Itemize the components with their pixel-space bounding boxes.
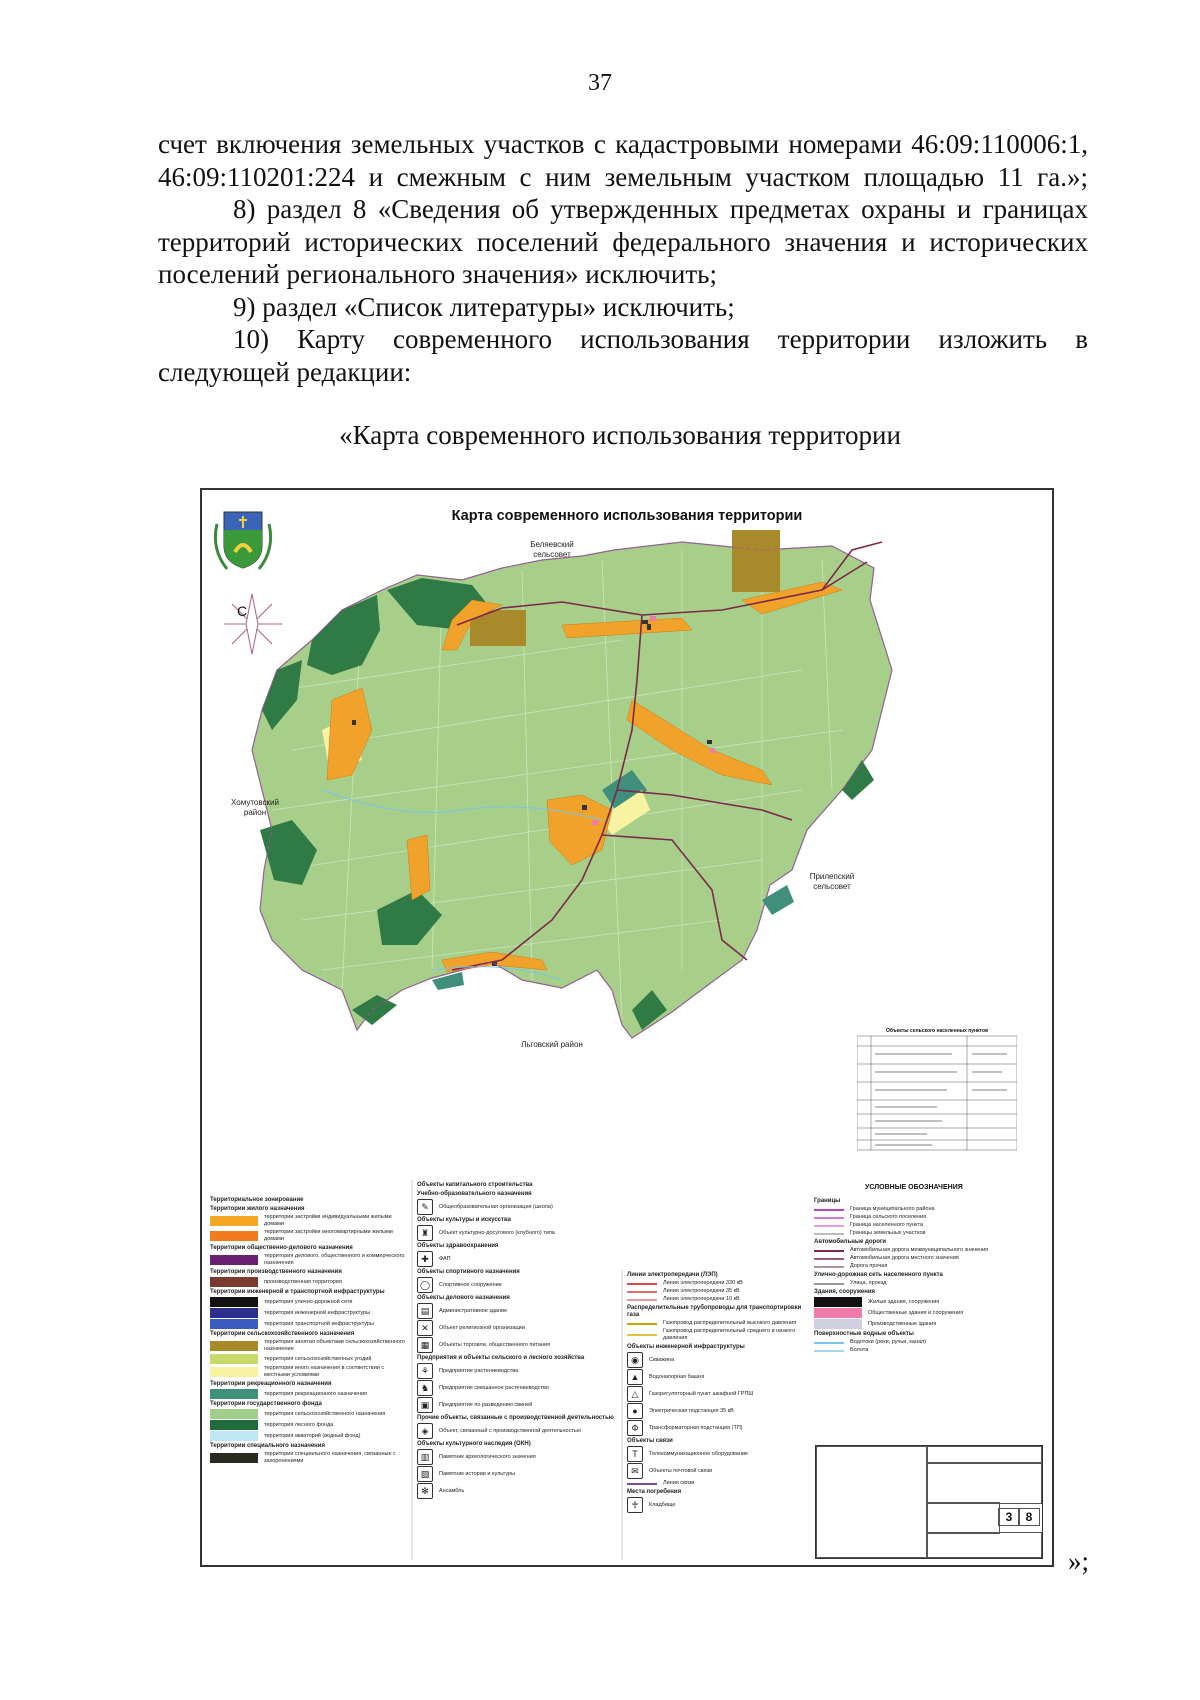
legend-heading: Здания, сооружения xyxy=(814,1289,876,1295)
legend-item-label: территория лесного фонда xyxy=(264,1421,334,1428)
legend-item xyxy=(417,1380,617,1396)
legend-item-label: Памятник археологического значения xyxy=(439,1453,536,1460)
legend-heading: Улично-дорожная сеть населенного пункта xyxy=(814,1272,943,1278)
legend-item xyxy=(210,1297,406,1307)
legend-heading: Учебно-образовательного назначения xyxy=(417,1191,532,1197)
legend-heading: Территории общественно-делового назначения xyxy=(210,1245,353,1251)
legend-item-label: территория иного назначения в соответствии с местными условиями xyxy=(264,1365,385,1378)
legend-item xyxy=(814,1339,1044,1346)
legend-item xyxy=(210,1431,406,1441)
legend-item xyxy=(814,1319,1044,1329)
legend-item-label: Линия электропередачи 10 кВ xyxy=(663,1296,740,1302)
legend-item xyxy=(627,1403,812,1419)
legend-symbol-icon: ✚ xyxy=(417,1251,433,1267)
legend-item xyxy=(210,1420,406,1430)
legend-swatch xyxy=(210,1297,258,1307)
legend-swatch xyxy=(210,1420,258,1430)
legend-item-label: Граница муниципального района xyxy=(850,1206,935,1212)
legend-item xyxy=(210,1365,406,1379)
legend-symbol-icon: ▲ xyxy=(627,1369,643,1385)
legend-item xyxy=(814,1347,1044,1354)
legend-item xyxy=(417,1320,617,1336)
legend-item-label: Объекты торговли, общественного питания xyxy=(439,1341,551,1348)
legend-symbol-icon: ◈ xyxy=(417,1423,433,1439)
legend-item xyxy=(210,1253,406,1267)
legend-item-label: Спортивное сооружение xyxy=(439,1281,502,1288)
legend-item xyxy=(627,1328,812,1342)
legend-item xyxy=(814,1222,1044,1229)
legend-item-label: Автомобильная дорога местного значения xyxy=(850,1255,959,1261)
legend-heading: Территории рекреационного назначения xyxy=(210,1381,332,1387)
legend-symbol-icon: ▦ xyxy=(417,1337,433,1353)
legend-item xyxy=(210,1229,406,1243)
legend-symbol-icon: ▥ xyxy=(417,1449,433,1465)
legend-symbol-icon: ⚘ xyxy=(417,1363,433,1379)
legend-item-label: Предприятие смешанное растениеводство xyxy=(439,1384,549,1391)
legend-item xyxy=(417,1225,617,1241)
legend-objects-title: Объекты капитального строительства xyxy=(417,1182,533,1188)
title-block xyxy=(815,1445,1043,1559)
legend-item-label: Кладбище xyxy=(649,1501,676,1508)
paragraph-2: 8) раздел 8 «Сведения об утвержденных предметах охраны и границах территорий исторических поселений федерального значения и исторических поселений регионального значения» исключить; xyxy=(158,194,1088,289)
north-label: С xyxy=(237,603,248,619)
legend-line-symbol xyxy=(814,1209,844,1211)
legend-item-label: Объект культурно-досугового (клубного) типа xyxy=(439,1229,555,1236)
map-title: Карта современного использования территории xyxy=(451,508,803,524)
legend-item xyxy=(417,1277,617,1293)
paragraph-4: 10) Карту современного использования территории изложить в следующей редакции: xyxy=(158,324,1088,387)
sheet-count: 8 xyxy=(1018,1508,1040,1526)
legend-item xyxy=(210,1339,406,1353)
legend-item-label: ФАП xyxy=(439,1255,451,1262)
legend-item-label: Объект религиозной организации xyxy=(439,1324,525,1331)
legend-item-label: Производственные здания xyxy=(868,1320,937,1327)
legend-item-label: Линия связи xyxy=(663,1480,695,1486)
legend-item xyxy=(814,1255,1044,1262)
legend-line-symbol xyxy=(814,1250,844,1252)
map-caption: «Карта современного использования территории xyxy=(339,420,901,450)
legend-line-symbol xyxy=(627,1299,657,1301)
legend-swatch xyxy=(210,1431,258,1441)
legend-symbol-icon: ✻ xyxy=(417,1483,433,1499)
legend-line-symbol xyxy=(627,1483,657,1485)
legend-swatch xyxy=(210,1409,258,1419)
legend-swatch xyxy=(210,1277,258,1287)
legend-item xyxy=(417,1483,617,1499)
legend-swatch xyxy=(210,1453,258,1463)
legend-item-label: Водотоки (реки, ручьи, канал) xyxy=(850,1339,927,1345)
legend-item xyxy=(210,1319,406,1329)
legend-item-label: Предприятие растениеводства xyxy=(439,1367,519,1374)
legend-symbol-icon: ♜ xyxy=(417,1225,433,1241)
legend-item xyxy=(627,1446,812,1462)
legend-symbol-icon: ▤ xyxy=(417,1303,433,1319)
legend-item xyxy=(814,1247,1044,1254)
legend-network-title: Линии электропередачи (ЛЭП) xyxy=(627,1272,718,1278)
legend-symbol-icon: ✕ xyxy=(417,1320,433,1336)
legend-item xyxy=(417,1423,617,1439)
legend-heading: Объекты делового назначения xyxy=(417,1295,510,1301)
legend-zoning-title: Территориальное зонирование xyxy=(210,1197,304,1203)
legend-item-label: Дорога прочая xyxy=(850,1263,888,1269)
legend-item xyxy=(210,1389,406,1399)
legend-line-symbol xyxy=(814,1233,844,1235)
legend-item-label: Газорегуляторный пункт шкафной ГРПШ xyxy=(649,1390,754,1397)
legend-item xyxy=(210,1308,406,1318)
legend-symbol-icon: △ xyxy=(627,1386,643,1402)
legend-item xyxy=(627,1420,812,1436)
legend-item-label: территория сельскохозяйственных угодий xyxy=(264,1355,372,1362)
legend-item-label: Трансформаторная подстанция (ТП) xyxy=(649,1424,743,1431)
legend-line-symbol xyxy=(627,1283,657,1285)
page-number: 37 xyxy=(588,70,612,96)
legend-swatch xyxy=(814,1297,862,1307)
legend-symbol-icon: Ф xyxy=(627,1420,643,1436)
legend-item xyxy=(210,1409,406,1419)
legend-heading: Границы xyxy=(814,1198,841,1204)
legend-swatch xyxy=(210,1341,258,1351)
legend-item xyxy=(627,1320,812,1327)
legend-item-label: Административное здание xyxy=(439,1307,508,1314)
legend-item-label: территории застройки индивидуальными жилыми домами xyxy=(264,1214,392,1227)
legend-symbol-icon: ✎ xyxy=(417,1199,433,1215)
legend-item-label: Улица, проезд xyxy=(850,1280,887,1286)
legend-line-symbol xyxy=(814,1225,844,1227)
body-text xyxy=(158,128,1088,388)
legend-zoning xyxy=(210,1195,406,1466)
legend-item-label: Жилые здания, сооружения xyxy=(868,1298,940,1305)
legend-item-label: Общественные здания и сооружения xyxy=(868,1309,964,1316)
legend-item xyxy=(210,1214,406,1228)
legend-item xyxy=(417,1199,617,1215)
legend-item xyxy=(627,1480,812,1487)
legend-item xyxy=(627,1352,812,1368)
label-prilepsky: Прилепский сельсовет xyxy=(809,872,855,891)
conventional-signs-title: УСЛОВНЫЕ ОБОЗНАЧЕНИЯ xyxy=(865,1184,963,1191)
legend-heading: Автомобильные дороги xyxy=(814,1239,887,1245)
legend-item xyxy=(627,1497,812,1513)
legend-heading: Территории жилого назначения xyxy=(210,1206,305,1212)
legend-heading: Места погребения xyxy=(627,1489,682,1495)
legend-heading: Объекты связи xyxy=(627,1438,673,1444)
legend-symbol-icon: ♞ xyxy=(417,1380,433,1396)
legend-line-symbol xyxy=(814,1258,844,1260)
legend-item-label: Объекты почтовой связи xyxy=(649,1467,713,1474)
legend-item xyxy=(417,1466,617,1482)
legend-item-label: Скважина xyxy=(649,1356,675,1363)
legend-line-symbol xyxy=(814,1283,844,1285)
legend-line-symbol xyxy=(627,1323,657,1325)
legend-heading: Территории специального назначения xyxy=(210,1443,325,1449)
legend-item xyxy=(627,1463,812,1479)
legend-item-label: Граница населенного пункта xyxy=(850,1222,923,1228)
legend-item xyxy=(814,1230,1044,1237)
legend-item xyxy=(627,1296,812,1303)
legend-heading: Объекты спортивного назначения xyxy=(417,1269,520,1275)
legend-item-label: Линия электропередачи 330 кВ xyxy=(663,1280,743,1286)
legend-item-label: Объект, связанный с производственной деятельностью xyxy=(439,1427,581,1434)
legend-item-label: Газопровод распределительный высокого давления xyxy=(663,1320,797,1326)
legend-item xyxy=(210,1451,406,1465)
legend-item-label: Граница сельского поселения xyxy=(850,1214,927,1220)
legend-line-symbol xyxy=(814,1217,844,1219)
legend-item-label: территория улично-дорожной сети xyxy=(264,1298,353,1305)
legend-swatch xyxy=(210,1255,258,1265)
closing-quote: »; xyxy=(1068,1546,1090,1576)
legend-item xyxy=(814,1263,1044,1270)
legend-heading: Территории производственного назначения xyxy=(210,1269,342,1275)
legend-heading: Территории государственного фонда xyxy=(210,1401,322,1407)
legend-symbol-icon: ♰ xyxy=(627,1497,643,1513)
legend-heading: Поверхностные водные объекты xyxy=(814,1331,914,1337)
legend-item xyxy=(627,1288,812,1295)
legend-item-label: Газопровод распределительный среднего и низкого давления xyxy=(663,1328,796,1341)
settlements-table-grid xyxy=(857,1034,1017,1152)
legend-item xyxy=(417,1363,617,1379)
label-khomutovsky: Хомутовский район xyxy=(231,798,279,817)
legend-symbol-icon: ◉ xyxy=(627,1352,643,1368)
legend-item-label: территория сельскохозяйственного назначения xyxy=(264,1410,386,1417)
legend-swatch xyxy=(210,1319,258,1329)
legend-item-label: Общеобразовательная организация (школа) xyxy=(439,1203,553,1210)
legend-item-label: Автомобильная дорога межмуниципального значения xyxy=(850,1247,989,1253)
settlements-table-title: Объекты сельского населенных пунктов xyxy=(885,1028,989,1034)
legend-objects xyxy=(417,1180,617,1500)
compass-rose-icon xyxy=(224,594,282,654)
legend-item xyxy=(814,1297,1044,1307)
paragraph-3: 9) раздел «Список литературы» исключить; xyxy=(233,291,735,322)
legend-swatch xyxy=(210,1216,258,1226)
legend-item xyxy=(627,1386,812,1402)
legend-symbol-icon: ✉ xyxy=(627,1463,643,1479)
map-figure xyxy=(200,488,1054,1567)
legend-heading: Объекты культуры и искусства xyxy=(417,1217,511,1223)
legend-item xyxy=(814,1308,1044,1318)
label-lgovsky: Льговский район xyxy=(521,1040,583,1049)
legend-item-label: территории специального назначения, связанные с захоронениями xyxy=(264,1451,396,1464)
legend-heading: Объекты здравоохранения xyxy=(417,1243,499,1249)
legend-swatch xyxy=(210,1308,258,1318)
legend-boundaries xyxy=(814,1196,1044,1355)
legend-item-label: территория акваторий (водный фонд) xyxy=(264,1432,361,1439)
legend-line-symbol xyxy=(814,1342,844,1344)
legend-item-label: территория занятая объектами сельскохозяйственного назначения xyxy=(264,1339,405,1352)
legend-item-label: Границы земельных участков xyxy=(850,1230,926,1236)
legend-swatch xyxy=(210,1389,258,1399)
legend-swatch xyxy=(210,1367,258,1377)
legend-item xyxy=(417,1337,617,1353)
legend-swatch xyxy=(814,1308,862,1318)
legend-item xyxy=(814,1214,1044,1221)
legend-heading: Территории сельскохозяйственного назначения xyxy=(210,1331,355,1337)
legend-item-label: Ансамбль xyxy=(439,1487,465,1494)
legend-line-symbol xyxy=(627,1291,657,1293)
legend-network xyxy=(627,1270,812,1514)
legend-item xyxy=(814,1280,1044,1287)
legend-item xyxy=(814,1206,1044,1213)
legend-heading: Объекты культурного наследия (ОКН) xyxy=(417,1441,531,1447)
legend-item-label: производственная территория xyxy=(264,1278,342,1285)
legend-item-label: Телекоммуникационное оборудование xyxy=(649,1450,748,1457)
paragraph-1: счет включения земельных участков с кадастровыми номерами 46:09:110006:1, 46:09:110201:224 и смежным с ним земельным участком площадью 11 га.»; xyxy=(158,129,1088,192)
legend-swatch xyxy=(210,1354,258,1364)
legend-heading: Объекты инженерной инфраструктуры xyxy=(627,1344,745,1350)
legend-item-label: Линия электропередачи 35 кВ xyxy=(663,1288,740,1294)
label-belyaevsky: Беляевский сельсовет xyxy=(530,540,574,559)
legend-item xyxy=(417,1303,617,1319)
legend-item-label: Электрическая подстанция 35 кВ xyxy=(649,1407,734,1414)
legend-heading: Распределительные трубопроводы для транспортировки газа xyxy=(627,1305,802,1318)
legend-item xyxy=(417,1397,617,1413)
legend-item xyxy=(417,1449,617,1465)
legend-item-label: территория рекреационного назначения xyxy=(264,1390,367,1397)
legend-item xyxy=(627,1280,812,1287)
legend-symbol-icon: T xyxy=(627,1446,643,1462)
legend-item xyxy=(210,1277,406,1287)
legend-item-label: территории застройки многоквартирными жилыми домами xyxy=(264,1229,393,1242)
legend-symbol-icon: ◯ xyxy=(417,1277,433,1293)
legend-line-symbol xyxy=(814,1350,844,1352)
legend-heading: Территории инженерной и транспортной инфраструктуры xyxy=(210,1289,385,1295)
legend-line-symbol xyxy=(627,1334,657,1336)
legend-item xyxy=(627,1369,812,1385)
legend-swatch xyxy=(210,1231,258,1241)
legend-item-label: территория транспортной инфраструктуры xyxy=(264,1320,374,1327)
legend-item-label: Памятник истории и культуры xyxy=(439,1470,516,1477)
legend-item-label: территория делового, общественного и коммерческого назначения xyxy=(264,1253,405,1266)
legend-heading: Прочие объекты, связанные с производственной деятельностью xyxy=(417,1415,614,1421)
legend-item-label: Предприятие по разведению свиней xyxy=(439,1401,533,1408)
legend-item xyxy=(417,1251,617,1267)
legend-item-label: территория инженерной инфраструктуры xyxy=(264,1309,371,1316)
legend-item xyxy=(210,1354,406,1364)
legend-symbol-icon: ▧ xyxy=(417,1466,433,1482)
sheet-number: 3 xyxy=(998,1508,1020,1526)
legend-symbol-icon: ● xyxy=(627,1403,643,1419)
legend-line-symbol xyxy=(814,1266,844,1268)
legend-item-label: Болота xyxy=(850,1347,869,1353)
legend-symbol-icon: ▣ xyxy=(417,1397,433,1413)
settlements-table xyxy=(857,1028,1017,1156)
legend-swatch xyxy=(814,1319,862,1329)
legend-item-label: Водонапорная башня xyxy=(649,1373,705,1380)
legend-heading: Предприятия и объекты сельского и лесного хозяйства xyxy=(417,1355,585,1361)
